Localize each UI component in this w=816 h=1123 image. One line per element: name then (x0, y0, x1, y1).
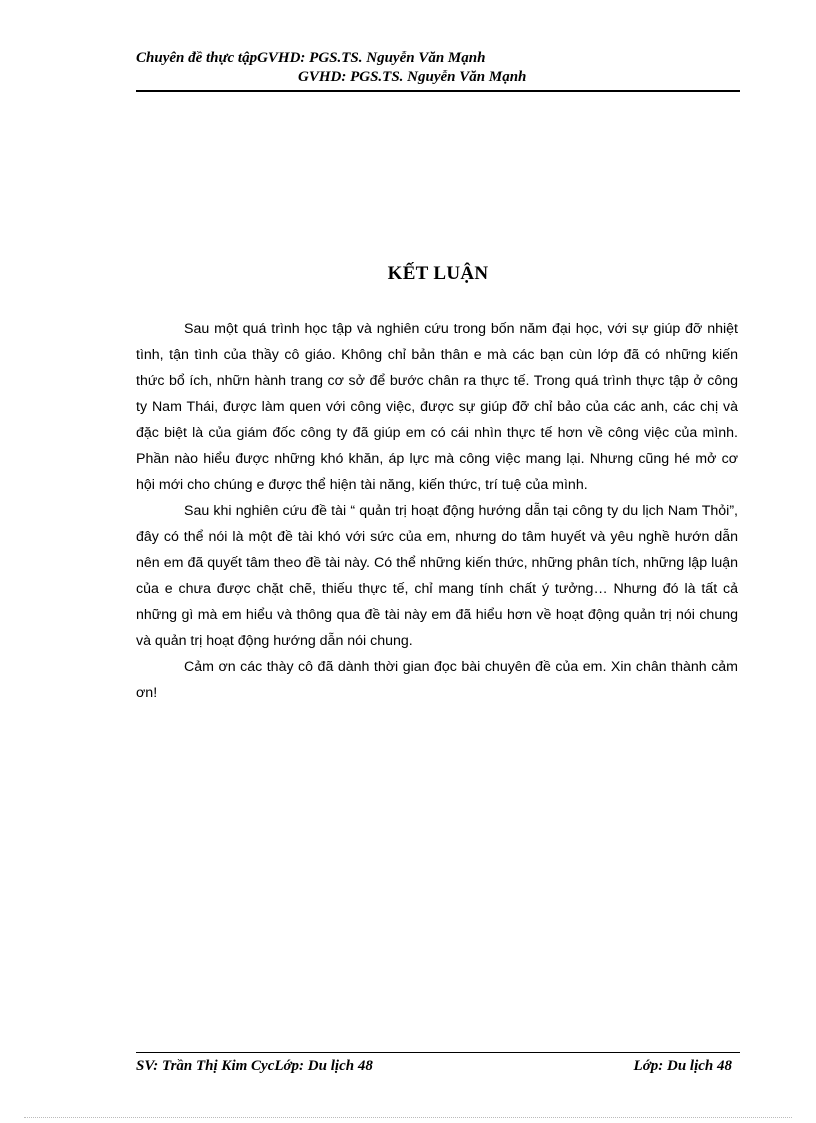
header-line-2: GVHD: PGS.TS. Nguyễn Văn Mạnh (298, 69, 527, 85)
paragraph-2: Sau khi nghiên cứu đề tài “ quản trị hoạt động hướng dẫn tại công ty du lịch Nam Thỏi”, đây có thể nói là một đề tài khó với sức của em, nhưng do tâm huyết và yêu nghề hướn dẫn nên em đã quyết tâm theo đề tài này. Có thể những kiến thức, những phân tích, những lập luận của e chưa được chặt chẽ, thiếu thực tế, chỉ mang tính chất ý tưởng… Nhưng đó là tất cả những gì mà em hiểu và thông qua đề tài này em đã hiểu hơn về hoạt động quản trị nói chung và quản trị hoạt động hướng dẫn nói chung. (136, 503, 738, 649)
page-bottom-edge (24, 1117, 792, 1118)
paragraph-1: Sau một quá trình học tập và nghiên cứu trong bốn năm đại học, với sự giúp đỡ nhiệt tình, tận tình của thầy cô giáo. Không chỉ bản thân e mà các bạn cùn lớp đã có những kiến thức bổ ích, nhữn hành trang cơ sở để bước chân ra thực tế. Trong quá trình thực tập ở công ty Nam Thái, được làm quen với công việc, được sự giúp đỡ chỉ bảo của các anh, các chị và đặc biệt là của giám đốc công ty đã giúp em có cái nhìn thực tế hơn về công việc của mình. Phần nào hiểu được những khó khăn, áp lực mà công việc mang lại. Nhưng cũng hé mở cơ hội mới cho chúng e được thể hiện tài năng, kiến thức, trí tuệ của mình. (136, 321, 738, 493)
footer-divider (136, 1052, 740, 1053)
document-body (136, 316, 738, 706)
page-footer (136, 1056, 732, 1076)
footer-student: SV: Trần Thị Kim CycLớp: Du lịch 48 (136, 1058, 373, 1074)
paragraph-3: Cảm ơn các thày cô đã dành thời gian đọc bài chuyên đề của em. Xin chân thành cảm ơn! (136, 659, 738, 701)
header-divider (136, 90, 740, 92)
footer-class: Lớp: Du lịch 48 (633, 1058, 732, 1074)
page-header (136, 48, 740, 87)
document-title: KẾT LUẬN (387, 263, 489, 284)
header-line-1: Chuyên đề thực tậpGVHD: PGS.TS. Nguyễn Văn Mạnh (136, 50, 486, 66)
